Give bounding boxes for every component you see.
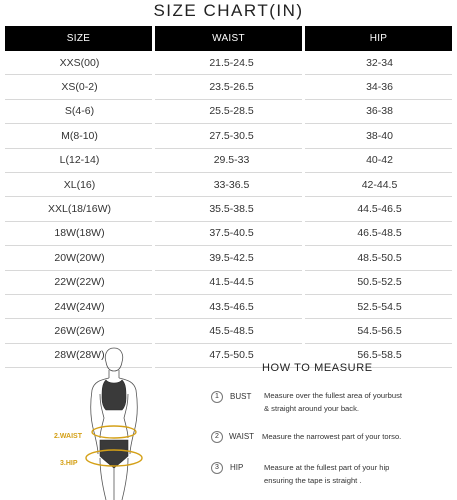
size-cell: 26W(26W) <box>5 319 152 343</box>
size-cell: L(12-14) <box>5 149 152 173</box>
header-size: SIZE <box>5 26 152 51</box>
page-title: SIZE CHART(IN) <box>153 1 304 20</box>
waist-cell: 27.5-30.5 <box>155 124 302 148</box>
size-chart-table <box>2 26 455 368</box>
table-row <box>5 222 452 246</box>
step-number-2: 2 <box>211 431 223 443</box>
size-cell: XXL(18/16W) <box>5 197 152 221</box>
hip-cell: 46.5-48.5 <box>305 222 452 246</box>
table-row <box>5 149 452 173</box>
step-desc-hip-line2: ensuring the tape is straight . <box>264 476 362 485</box>
table-row <box>5 319 452 343</box>
size-cell: 20W(20W) <box>5 246 152 270</box>
hip-cell: 40-42 <box>305 149 452 173</box>
waist-cell: 45.5-48.5 <box>155 319 302 343</box>
table-row <box>5 246 452 270</box>
header-hip: HIP <box>305 26 452 51</box>
hip-cell: 44.5-46.5 <box>305 197 452 221</box>
hip-cell: 34-36 <box>305 75 452 99</box>
hip-cell: 36-38 <box>305 100 452 124</box>
table-row <box>5 100 452 124</box>
hip-cell: 52.5-54.5 <box>305 295 452 319</box>
size-cell: M(8-10) <box>5 124 152 148</box>
table-row <box>5 51 452 75</box>
step-number-3: 3 <box>211 462 223 474</box>
waist-tape <box>92 426 136 438</box>
waist-cell: 37.5-40.5 <box>155 222 302 246</box>
size-cell: 18W(18W) <box>5 222 152 246</box>
swim-top <box>102 380 126 410</box>
size-cell: 22W(22W) <box>5 271 152 295</box>
step-desc-bust-line2: & straight around your back. <box>264 404 359 413</box>
size-cell: XL(16) <box>5 173 152 197</box>
header-waist: WAIST <box>155 26 302 51</box>
waist-cell: 41.5-44.5 <box>155 271 302 295</box>
waist-cell: 25.5-28.5 <box>155 100 302 124</box>
hip-cell: 56.5-58.5 <box>305 344 452 368</box>
body-figure-illustration <box>10 344 200 500</box>
waist-cell: 21.5-24.5 <box>155 51 302 75</box>
step-name-bust: BUST <box>230 392 252 401</box>
table-row <box>5 75 452 99</box>
hip-cell: 32-34 <box>305 51 452 75</box>
step-name-hip: HIP <box>230 463 244 472</box>
hip-label: 3.HIP <box>60 460 78 467</box>
hip-cell: 38-40 <box>305 124 452 148</box>
waist-cell: 33-36.5 <box>155 173 302 197</box>
swim-bottom <box>100 440 128 468</box>
waist-cell: 23.5-26.5 <box>155 75 302 99</box>
table-row <box>5 271 452 295</box>
table-row <box>5 173 452 197</box>
waist-cell: 43.5-46.5 <box>155 295 302 319</box>
table-header-row <box>5 26 452 51</box>
table-row <box>5 124 452 148</box>
hip-cell: 48.5-50.5 <box>305 246 452 270</box>
waist-cell: 47.5-50.5 <box>155 344 302 368</box>
table-row <box>5 197 452 221</box>
step-number-1: 1 <box>211 391 223 403</box>
hip-cell: 54.5-56.5 <box>305 319 452 343</box>
waist-cell: 35.5-38.5 <box>155 197 302 221</box>
size-cell: 28W(28W) <box>5 344 152 368</box>
waist-label: 2.WAIST <box>54 433 83 440</box>
hip-cell: 50.5-52.5 <box>305 271 452 295</box>
waist-cell: 29.5-33 <box>155 149 302 173</box>
how-to-measure-title: HOW TO MEASURE <box>262 362 373 374</box>
figure-outline <box>91 348 138 500</box>
table-row <box>5 295 452 319</box>
step-name-waist: WAIST <box>229 432 255 441</box>
waist-cell: 39.5-42.5 <box>155 246 302 270</box>
size-cell: 24W(24W) <box>5 295 152 319</box>
hip-cell: 42-44.5 <box>305 173 452 197</box>
size-cell: S(4-6) <box>5 100 152 124</box>
step-desc-bust-line1: Measure over the fullest area of yourbust <box>264 391 403 400</box>
step-desc-waist-line1: Measure the narrowest part of your torso. <box>262 432 402 441</box>
step-desc-hip-line1: Measure at the fullest part of your hip <box>264 463 390 472</box>
size-cell: XXS(00) <box>5 51 152 75</box>
size-cell: XS(0-2) <box>5 75 152 99</box>
